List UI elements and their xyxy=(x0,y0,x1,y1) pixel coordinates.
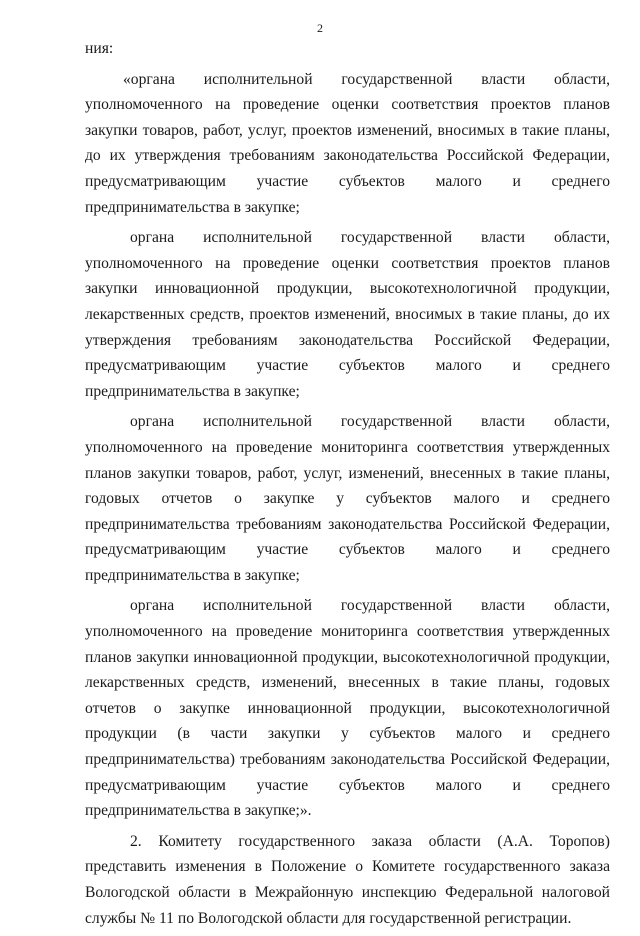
paragraph-authority-monitoring-innovative: органа исполнительной государственной власти области, уполномоченного на проведение мониторинга соответствия утвержденных планов закупки инновационной продукции, высокотехнологичной продукции, лекарственных средств, изменений, внесенных в такие планы, годовых отчетов о закупке инновационной продукции, высокотехнологичной продукции (в части закупки у субъектов малого и среднего предпринимательства) требованиям законодательства Российской Федерации, предусматривающим участие субъектов малого и среднего предпринимательства в закупке;». xyxy=(85,597,610,820)
paragraph-authority-monitoring-goods: органа исполнительной государственной власти области, уполномоченного на проведение мониторинга соответствия утвержденных планов закупки товаров, работ, услуг, изменений, внесенных в такие планы, годовых отчетов о закупке у субъектов малого и среднего предпринимательства требованиям законодательства Российской Федерации, предусматривающим участие субъектов малого и среднего предпринимательства в закупке; xyxy=(85,413,610,584)
paragraph-continuation: ния: xyxy=(85,40,114,57)
page-number: 2 xyxy=(317,21,323,35)
paragraph-item-2: 2. Комитету государственного заказа области (А.А. Торопов) представить изменения в Положение о Комитете государственного заказа Вологодской области в Межрайонную инспекцию Федеральной налоговой службы № 11 по Вологодской области для государственной регистрации. xyxy=(85,832,610,927)
paragraph-authority-plans-goods: «органа исполнительной государственной власти области, уполномоченного на проведение оценки соответствия проектов планов закупки товаров, работ, услуг, проектов изменений, вносимых в такие планы, до их утверждения требованиям законодательства Российской Федерации, предусматривающим участие субъектов малого и среднего предпринимательства в закупке; xyxy=(85,70,610,216)
paragraph-authority-plans-innovative: органа исполнительной государственной власти области, уполномоченного на проведение оценки соответствия проектов планов закупки инновационной продукции, высокотехнологичной продукции, лекарственных средств, проектов изменений, вносимых в такие планы, до их утверждения требованиям законодательства Российской Федерации, предусматривающим участие субъектов малого и среднего предпринимательства в закупке; xyxy=(85,229,610,400)
document-body xyxy=(85,36,610,936)
